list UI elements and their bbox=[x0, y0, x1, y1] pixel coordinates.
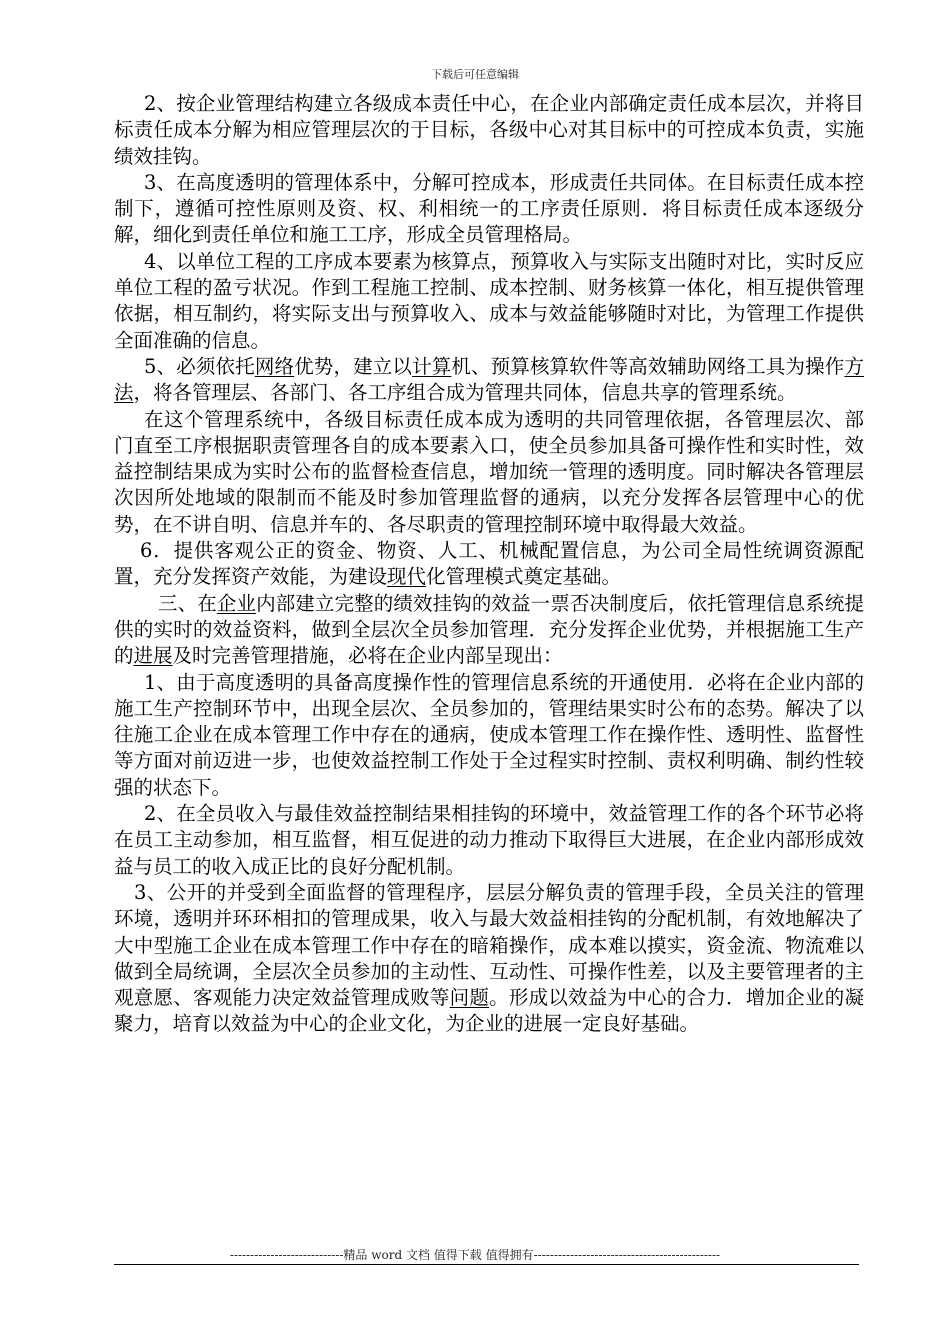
underlined-term: 现代 bbox=[387, 565, 427, 589]
paragraph-4 bbox=[114, 354, 864, 407]
paragraph-3 bbox=[114, 249, 864, 354]
text-segment: 3、在高度透明的管理体系中，分解可控成本，形成责任共同体。在目标责任成本控制下，遵循可控性原则及资、权、利相统一的工序责任原则．将目标责任成本逐级分解，细化到责任单位和施工工序，形成全员管理格局。 bbox=[114, 170, 864, 247]
underlined-term: 方法 bbox=[114, 354, 864, 405]
underlined-term: 企业 bbox=[216, 591, 257, 615]
underlined-term: 问题 bbox=[449, 986, 490, 1010]
text-segment: 5、必须依托 bbox=[144, 354, 255, 378]
text-segment: 4、以单位工程的工序成本要素为核算点，预算收入与实际支出随时对比，实时反应单位工程的盈亏状况。作到工程施工控制、成本控制、财务核算一体化，相互提供管理依据，相互制约，将实际支出与预算收入、成本与效益能够随时对比，为管理工作提供全面准确的信息。 bbox=[114, 249, 864, 352]
paragraph-2 bbox=[114, 170, 864, 249]
paragraph-8 bbox=[114, 670, 864, 801]
text-segment: 6．提供客观公正的资金、物资、人工、机械配置信息，为公司全局性统调资源配置，充分发挥资产效能，为建设 bbox=[114, 539, 864, 589]
text-segment: 。形成以效益为中心的合力．增加企业的凝聚力，培育以效益为中心的企业文化，为企业的进展一定良好基础。 bbox=[114, 986, 864, 1036]
underlined-term: 网络 bbox=[254, 354, 295, 378]
text-segment: 2、在全员收入与最佳效益控制结果相挂钩的环境中，效益管理工作的各个环节必将在员工主动参加，相互监督，相互促进的动力推动下取得巨大进展，在企业内部形成效益与员工的收入成正比的良好分配机制。 bbox=[114, 802, 864, 878]
text-segment: 3、公开的并受到全面监督的管理程序，层层分解负责的管理手段，全员关注的管理环境，透明并环环相扣的管理成果，收入与最大效益相挂钩的分配机制，有效地解决了大中型施工企业在成本管理工作中存在的暗箱操作，成本难以摸实，资金流、物流难以做到全局统调，全层次全员参加的主动性、互动性、可操作性差，以及主要管理者的主观意愿、客观能力决定效益管理成败等 bbox=[114, 880, 864, 1010]
paragraph-7 bbox=[114, 591, 864, 670]
paragraph-9 bbox=[114, 801, 864, 880]
text-segment: ，将各管理层、各部门、各工序组合成为管理共同体，信息共享的管理系统。 bbox=[133, 381, 797, 405]
paragraph-5 bbox=[114, 407, 864, 538]
footer-note: ----------------------------精品 word 文档 值得下载 值得拥有---------------------------------------------- bbox=[229, 1248, 721, 1262]
text-segment: 优势，建立以 bbox=[294, 354, 413, 378]
footer-divider bbox=[114, 1264, 859, 1265]
underlined-term: 计算 bbox=[412, 354, 452, 378]
text-segment: 化管理模式奠定基础。 bbox=[426, 565, 622, 589]
header-note: 下载后可任意编辑 bbox=[431, 68, 519, 81]
document-body bbox=[114, 91, 864, 1038]
text-segment: 三、在 bbox=[158, 591, 217, 615]
text-segment: 2、按企业管理结构建立各级成本责任中心，在企业内部确定责任成本层次，并将目标责任成本分解为相应管理层次的于目标，各级中心对其目标中的可控成本负责，实施绩效挂钩。 bbox=[114, 92, 864, 168]
paragraph-10 bbox=[114, 880, 864, 1038]
text-segment: 机、预算核算软件等高效辅助网络工具为操作 bbox=[451, 354, 845, 378]
text-segment: 在这个管理系统中，各级目标责任成本成为透明的共同管理依据，各管理层次、部门直至工序根据职责管理各自的成本要素入口，使全员参加具备可操作性和实时性，效益控制结果成为实时公布的监督检查信息，增加统一管理的透明度。同时解决各管理层次因所处地域的限制而不能及时参加管理监督的通病，以充分发挥各层管理中心的优势，在不讲自明、信息并车的、各尽职责的管理控制环境中取得最大效益。 bbox=[114, 407, 864, 536]
text-segment: 内部建立完整的绩效挂钩的效益一票否决制度后，依托管理信息系统提供的实时的效益资料，做到全层次全员参加管理．充分发挥企业优势，并根据施工生产的 bbox=[114, 591, 864, 668]
underlined-term: 进展 bbox=[133, 644, 173, 668]
paragraph-6 bbox=[114, 538, 864, 591]
text-segment: 及时完善管理措施，必将在企业内部呈现出： bbox=[172, 644, 563, 668]
text-segment: 1、由于高度透明的具备高度操作性的管理信息系统的开通使用．必将在企业内部的施工生产控制环节中，出现全层次、全员参加的，管理结果实时公布的态势。解决了以往施工企业在成本管理工作中存在的通病，使成本管理工作在操作性、透明性、监督性等方面对前迈进一步，也使效益控制工作处于全过程实时控制、责权利明确、制约性较强的状态下。 bbox=[114, 670, 864, 799]
paragraph-1 bbox=[114, 91, 864, 170]
